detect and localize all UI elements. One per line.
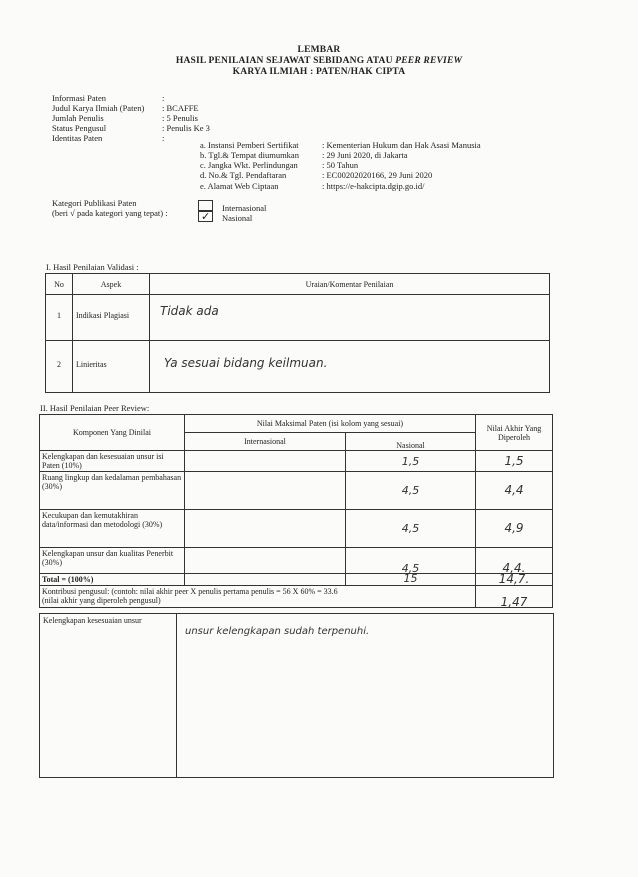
identity-value-e: : https://e-hakcipta.dgip.go.id/ — [322, 181, 425, 191]
col-header-akhir: Nilai Akhir Yang Diperoleh — [476, 415, 553, 451]
doc-title-line2-text: HASIL PENILAIAN SEJAWAT SEBIDANG ATAU — [175, 56, 396, 66]
identity-value-b: : 29 Juni 2020, di Jakarta — [322, 150, 408, 160]
nasional-cell: 4,5 — [346, 510, 476, 548]
nasional-cell: 4,5 — [346, 548, 476, 574]
table-row — [46, 295, 550, 341]
table-row-total — [40, 574, 553, 586]
doc-title-line1: LEMBAR — [297, 45, 341, 55]
kelengkapan-divider — [176, 614, 177, 777]
option-nasional-label: Nasional — [222, 213, 253, 223]
checkbox-nasional[interactable] — [198, 211, 213, 222]
identity-label-d: d. No.& Tgl. Pendaftaran — [200, 170, 287, 180]
komponen-cell: Ruang lingkup dan kedalaman pembahasan (30%) — [40, 472, 185, 510]
kelengkapan-label: Kelengkapan kesesuaian unsur — [43, 616, 142, 625]
nasional-cell: 1,5 — [346, 451, 476, 472]
info-value-4: : Penulis Ke 3 — [162, 123, 210, 133]
kontribusi-label2: (nilai akhir yang diperoleh pengusul) — [42, 596, 161, 605]
identity-value-c: : 50 Tahun — [322, 160, 359, 170]
option-internasional-label: Internasional — [222, 203, 267, 213]
total-internasional-cell — [185, 574, 346, 586]
info-label-5: Identitas Paten — [52, 133, 103, 143]
col-header-nasional: Nasional — [346, 433, 476, 451]
akhir-cell: 4,4 — [476, 472, 553, 510]
komponen-cell: Kelengkapan dan kesesuaian unsur isi Paten (10%) — [40, 451, 185, 472]
doc-title-line3: KARYA ILMIAH : PATEN/HAK CIPTA — [232, 67, 406, 77]
col-header-maks: Nilai Maksimal Paten (isi kolom yang sesuai) — [185, 415, 476, 433]
table-row — [40, 472, 553, 510]
identity-label-a: a. Instansi Pemberi Sertifikat — [200, 140, 299, 150]
table-row — [40, 510, 553, 548]
validasi-table — [45, 273, 550, 393]
table-row — [40, 548, 553, 574]
identity-label-b: b. Tgl.& Tempat diumumkan — [200, 150, 299, 160]
identity-value-d: : EC00202020166, 29 Juni 2020 — [322, 170, 433, 180]
check-mark-nasional: ✓ — [201, 211, 211, 223]
info-value-2: : BCAFFE — [162, 103, 199, 113]
table-row — [40, 451, 553, 472]
col-header-internasional: Internasional — [185, 433, 346, 451]
total-nasional: 15 — [346, 574, 476, 586]
peer-review-table — [39, 414, 553, 608]
doc-title-line2-italic: PEER REVIEW — [395, 56, 463, 66]
section1-title: I. Hasil Penilaian Validasi : — [46, 262, 139, 272]
section2-title: II. Hasil Penilaian Peer Review: — [40, 403, 150, 413]
row-komentar: Ya sesuai bidang keilmuan. — [150, 341, 550, 393]
table-row-kontribusi — [40, 586, 553, 608]
komponen-cell: Kelengkapan unsur dan kualitas Penerbit (30%) — [40, 548, 185, 574]
doc-title-line2 — [0, 56, 638, 67]
row-komentar: Tidak ada — [150, 295, 550, 341]
info-label-4: Status Pengusul — [52, 123, 107, 133]
col-header-uraian: Uraian/Komentar Penilaian — [150, 274, 550, 295]
identity-value-a: : Kementerian Hukum dan Hak Asasi Manusia — [322, 140, 481, 150]
komponen-cell: Kecukupan dan kemutakhiran data/informasi dan metodologi (30%) — [40, 510, 185, 548]
kategori-label: Kategori Publikasi Paten — [52, 198, 137, 208]
table-row — [46, 341, 550, 393]
row-aspek: Indikasi Plagiasi — [73, 295, 150, 341]
kelengkapan-box — [39, 613, 554, 778]
kontribusi-label: Kontribusi pengusul: (contoh: nilai akhir peer X penulis pertama penulis = 56 X 60% = 33.6 — [42, 587, 338, 596]
total-akhir: 14,7. — [476, 574, 553, 586]
info-label-2: Judul Karya Ilmiah (Paten) — [52, 103, 145, 113]
kelengkapan-comment: unsur kelengkapan sudah terpenuhi. — [185, 626, 370, 637]
akhir-cell: 4,4. — [476, 548, 553, 574]
info-value-1: : — [162, 93, 165, 103]
akhir-cell: 4,9 — [476, 510, 553, 548]
info-value-5: : — [162, 133, 165, 143]
col-header-no: No — [46, 274, 73, 295]
identity-label-c: c. Jangka Wkt. Perlindungan — [200, 160, 298, 170]
internasional-cell — [185, 548, 346, 574]
row-aspek: Linieritas — [73, 341, 150, 393]
kontribusi-akhir: 1,47 — [476, 586, 553, 608]
col-header-aspek: Aspek — [73, 274, 150, 295]
info-value-3: : 5 Penulis — [162, 113, 198, 123]
kategori-hint: (beri √ pada kategori yang tepat) : — [52, 208, 168, 218]
nasional-cell: 4,5 — [346, 472, 476, 510]
identity-label-e: e. Alamat Web Ciptaan — [200, 181, 279, 191]
total-label: Total = (100%) — [40, 574, 185, 586]
row-no: 1 — [46, 295, 73, 341]
kontribusi-cell — [40, 586, 476, 608]
akhir-cell: 1,5 — [476, 451, 553, 472]
internasional-cell — [185, 451, 346, 472]
info-label-1: Informasi Paten — [52, 93, 107, 103]
internasional-cell — [185, 510, 346, 548]
row-no: 2 — [46, 341, 73, 393]
info-label-3: Jumlah Penulis — [52, 113, 104, 123]
col-header-komponen: Komponen Yang Dinilai — [40, 415, 185, 451]
internasional-cell — [185, 472, 346, 510]
